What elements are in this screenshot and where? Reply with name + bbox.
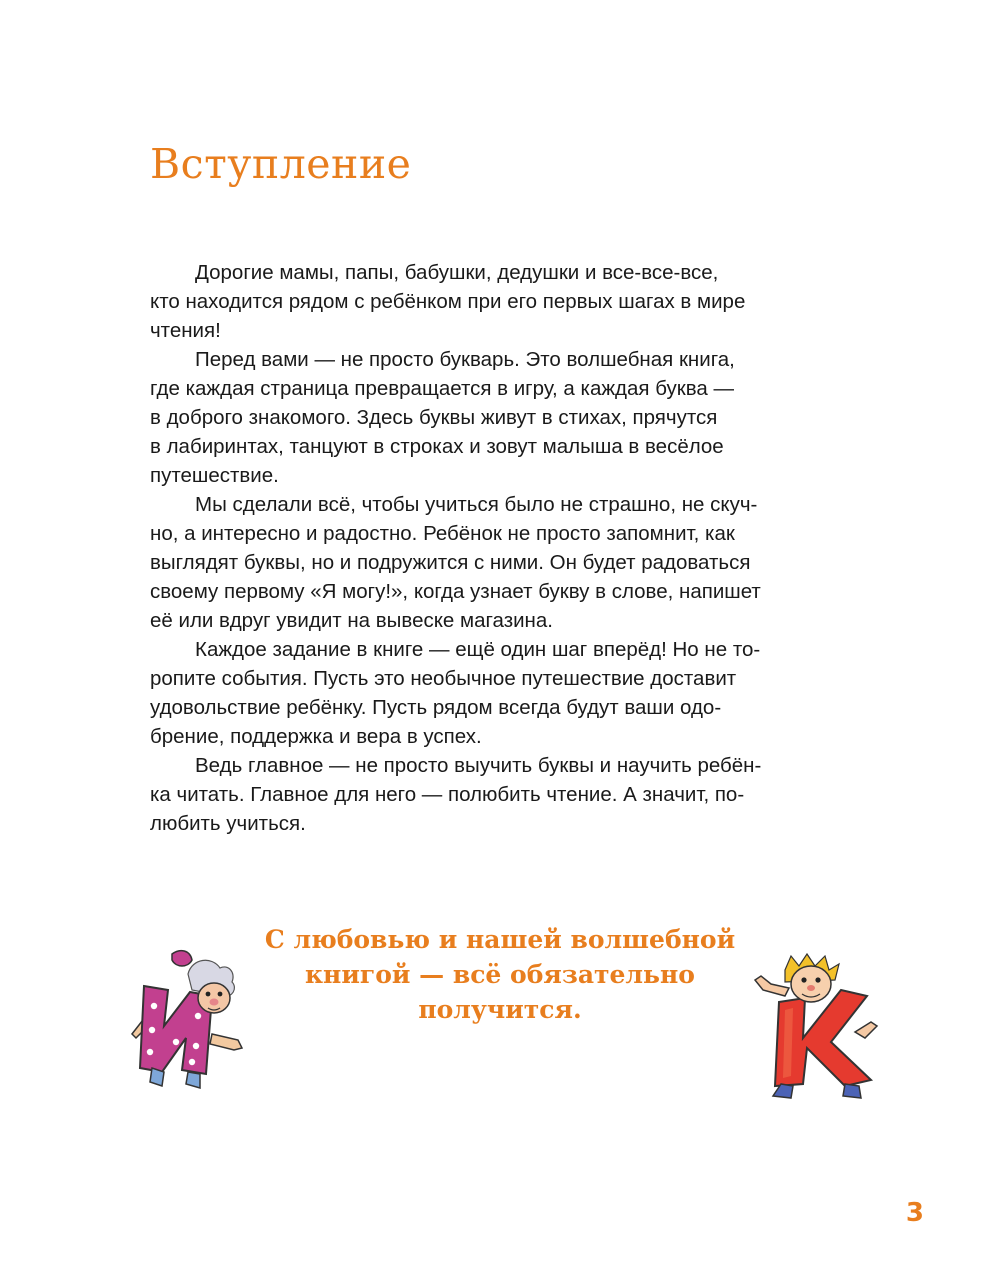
closing-line: С любовью и нашей волшебной bbox=[264, 925, 736, 954]
intro-line: брение, поддержка и вера в успех. bbox=[150, 725, 482, 748]
intro-line: Каждое задание в книге — ещё один шаг вперёд! Но не то- bbox=[195, 638, 761, 661]
intro-line: кто находится рядом с ребёнком при его первых шагах в мире bbox=[150, 290, 746, 313]
intro-text bbox=[150, 258, 870, 838]
intro-line: её или вдруг увидит на вывеске магазина. bbox=[150, 609, 553, 632]
letter-k-character-illustration bbox=[745, 950, 883, 1100]
intro-line: чтения! bbox=[150, 319, 221, 342]
intro-line: в лабиринтах, танцуют в строках и зовут малыша в весёлое bbox=[150, 435, 724, 458]
intro-line: в доброго знакомого. Здесь буквы живут в стихах, прячутся bbox=[150, 406, 718, 429]
intro-line: но, а интересно и радостно. Ребёнок не просто запомнит, как bbox=[150, 522, 735, 545]
intro-line: выглядят буквы, но и подружится с ними. Он будет радоваться bbox=[150, 551, 751, 574]
page-number: 3 bbox=[905, 1198, 924, 1228]
closing-line: книгой — всё обязательно bbox=[305, 960, 695, 989]
intro-line: своему первому «Я могу!», когда узнает букву в слове, напишет bbox=[150, 580, 761, 603]
intro-line: Дорогие мамы, папы, бабушки, дедушки и все-все-все, bbox=[195, 261, 719, 284]
closing-message bbox=[230, 922, 770, 1027]
intro-line: удовольствие ребёнку. Пусть рядом всегда будут ваши одо- bbox=[150, 696, 722, 719]
intro-line: Перед вами — не просто букварь. Это волшебная книга, bbox=[195, 348, 735, 371]
closing-line: получится. bbox=[418, 995, 582, 1024]
intro-line: любить учиться. bbox=[150, 812, 306, 835]
intro-line: Ведь главное — не просто выучить буквы и научить ребён- bbox=[195, 754, 762, 777]
intro-line: ка читать. Главное для него — полюбить чтение. А значит, по- bbox=[150, 783, 745, 806]
intro-line: Мы сделали всё, чтобы учиться было не страшно, не скуч- bbox=[195, 493, 758, 516]
intro-line: ропите события. Пусть это необычное путешествие доставит bbox=[150, 667, 737, 690]
page-title: Вступление bbox=[150, 140, 412, 188]
intro-line: путешествие. bbox=[150, 464, 279, 487]
intro-line: где каждая страница превращается в игру, а каждая буква — bbox=[150, 377, 734, 400]
